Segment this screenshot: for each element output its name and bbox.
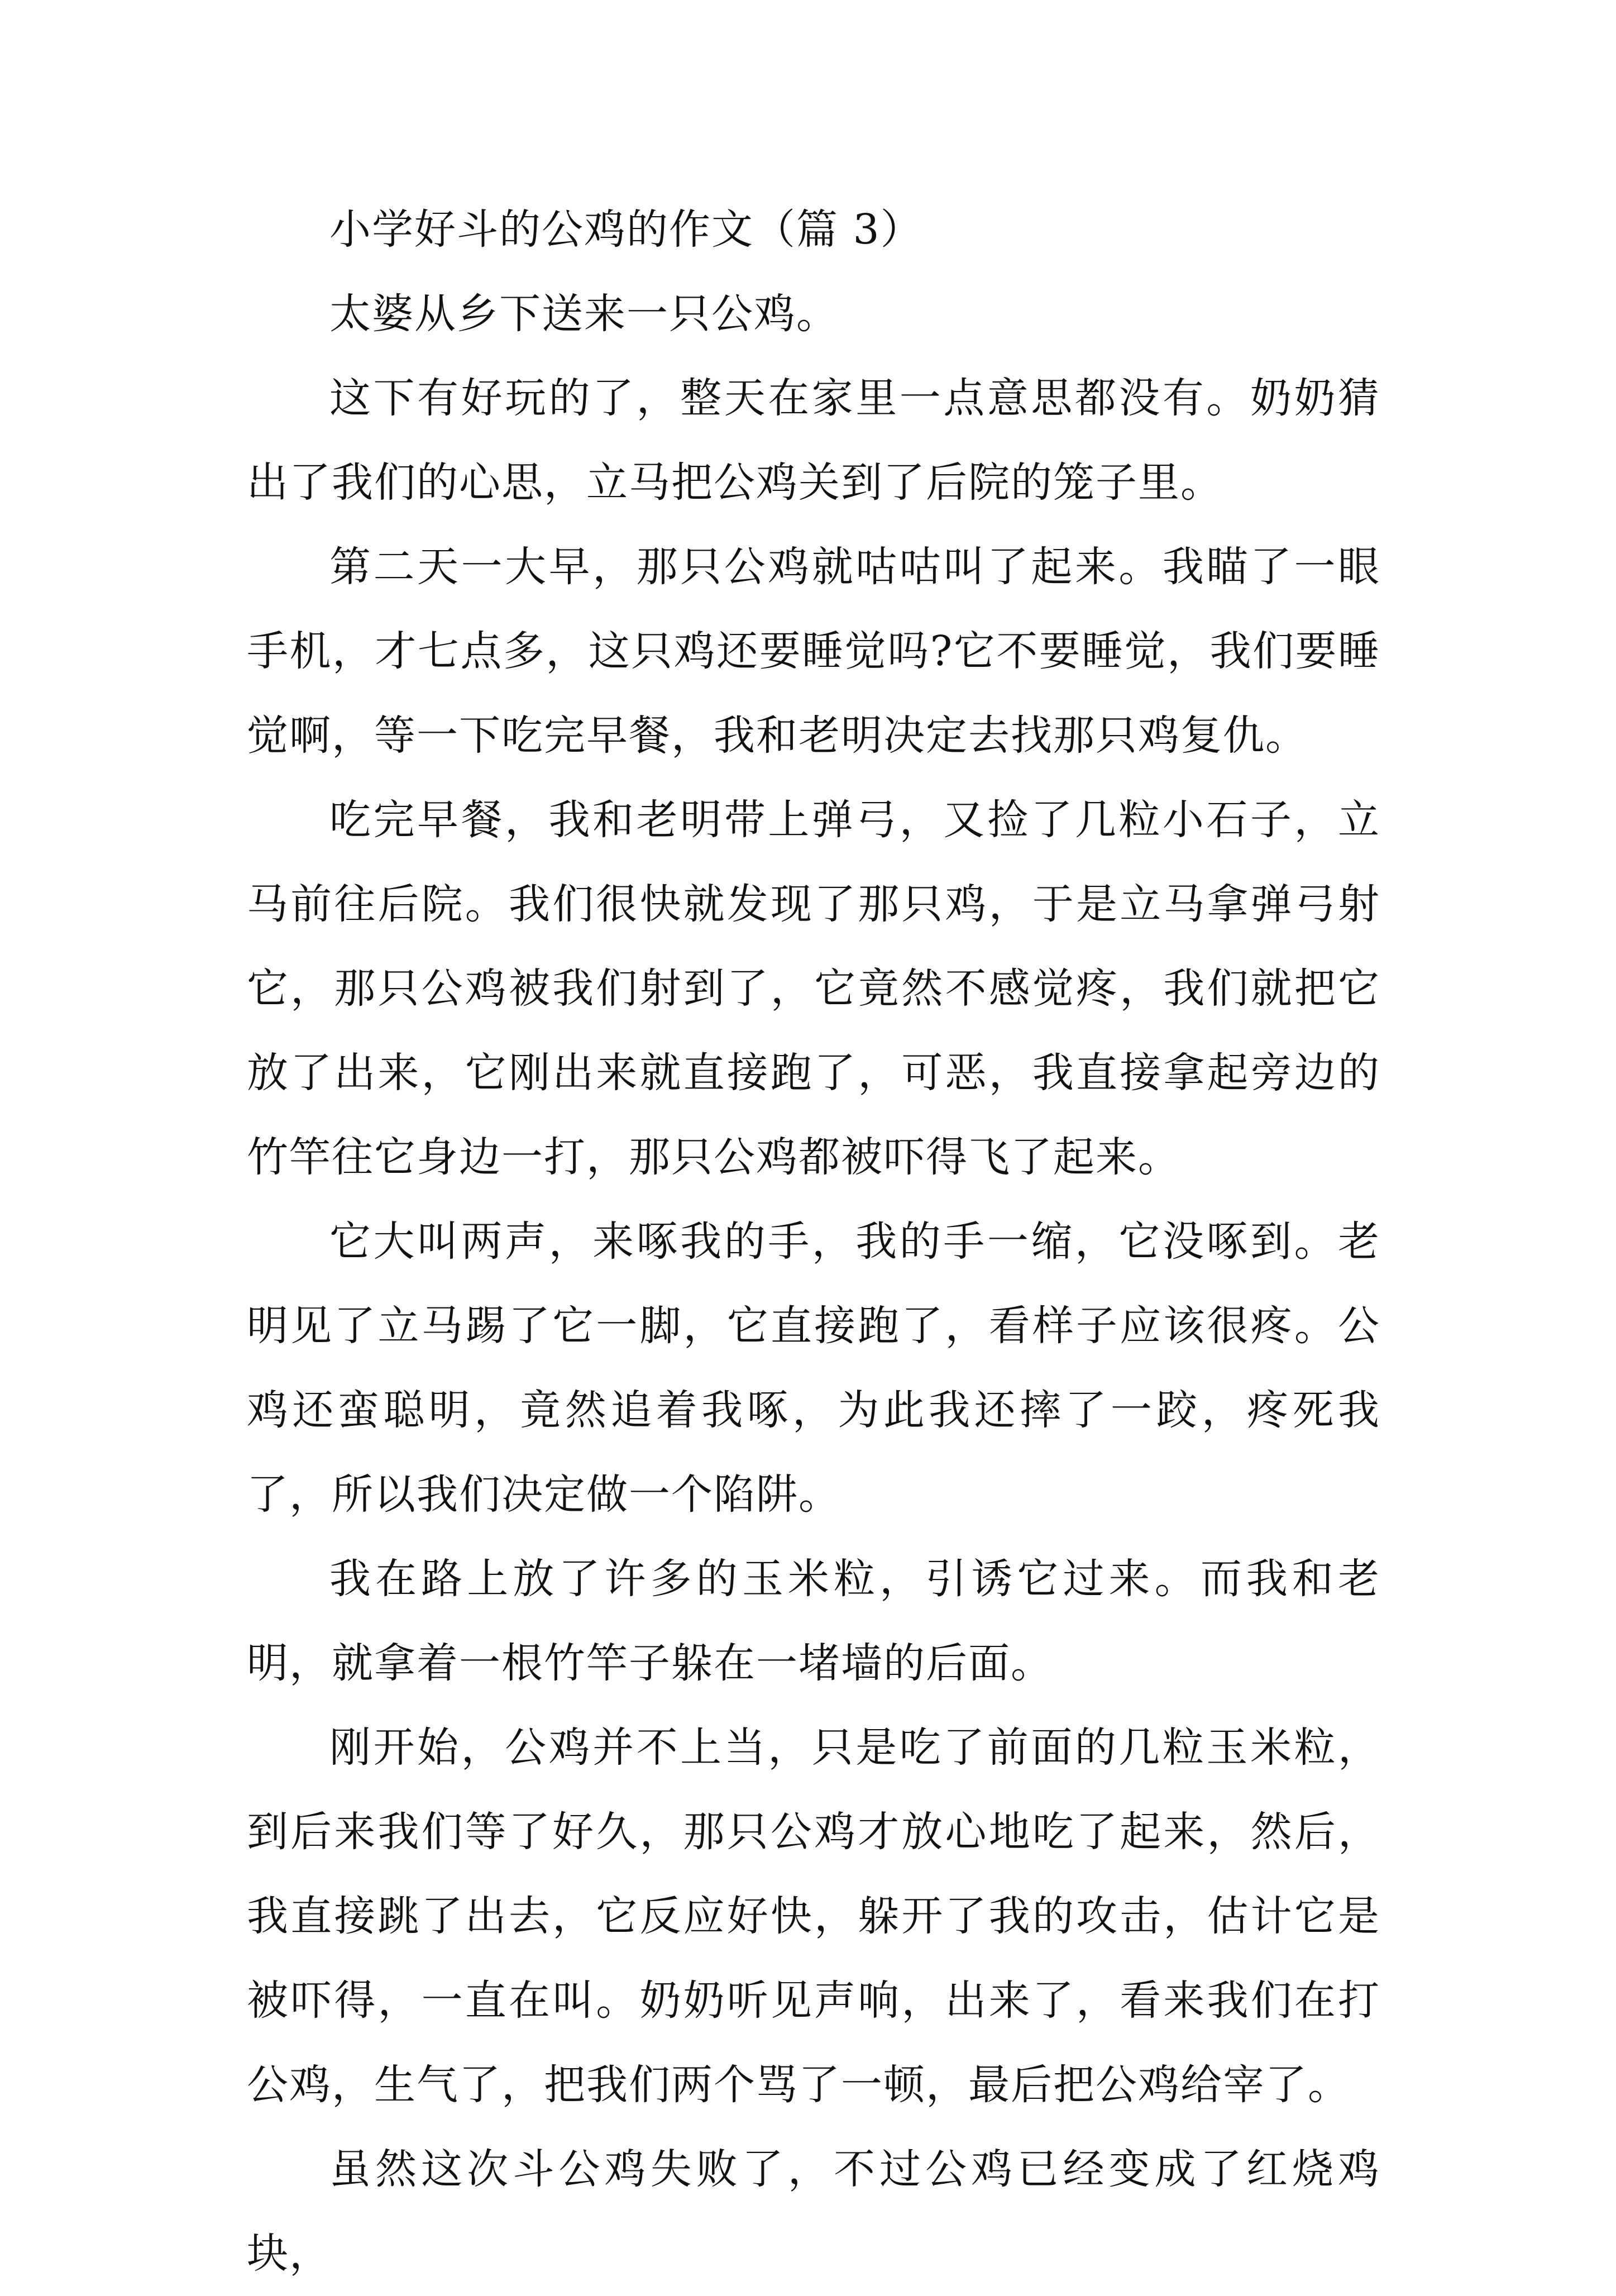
paragraph: 我在路上放了许多的玉米粒，引诱它过来。而我和老明，就拿着一根竹竿子躲在一堵墙的后面。 [247, 1555, 1380, 1687]
essay-body [247, 188, 1380, 2296]
paragraph: 它大叫两声，来啄我的手，我的手一缩，它没啄到。老明见了立马踢了它一脚，它直接跑了，看样子应该很疼。公鸡还蛮聪明，竟然追着我啄，为此我还摔了一跤，疼死我了，所以我们决定做一个陷阱。 [247, 1218, 1380, 1519]
paragraph: 虽然这次斗公鸡失败了，不过公鸡已经变成了红烧鸡块， [247, 2145, 1380, 2278]
paragraph: 这下有好玩的了，整天在家里一点意思都没有。奶奶猜出了我们的心思，立马把公鸡关到了后院的笼子里。 [247, 374, 1380, 507]
paragraph: 刚开始，公鸡并不上当，只是吃了前面的几粒玉米粒，到后来我们等了好久，那只公鸡才放心地吃了起来，然后，我直接跳了出去，它反应好快，躲开了我的攻击，估计它是被吓得，一直在叫。奶奶听见声响，出来了，看来我们在打公鸡，生气了，把我们两个骂了一顿，最后把公鸡给宰了。 [247, 1724, 1380, 2109]
paragraph: 吃完早餐，我和老明带上弹弓，又捡了几粒小石子，立马前往后院。我们很快就发现了那只鸡，于是立马拿弹弓射它，那只公鸡被我们射到了，它竟然不感觉疼，我们就把它放了出来，它刚出来就直接跑了，可恶，我直接拿起旁边的竹竿往它身边一打，那只公鸡都被吓得飞了起来。 [247, 796, 1380, 1181]
paragraph: 第二天一大早，那只公鸡就咕咕叫了起来。我瞄了一眼手机，才七点多，这只鸡还要睡觉吗?它不要睡觉，我们要睡觉啊，等一下吃完早餐，我和老明决定去找那只鸡复仇。 [247, 543, 1380, 760]
paragraph: 太婆从乡下送来一只公鸡。 [329, 290, 839, 338]
essay-title: 小学好斗的公鸡的作文（篇 3） [329, 206, 923, 254]
